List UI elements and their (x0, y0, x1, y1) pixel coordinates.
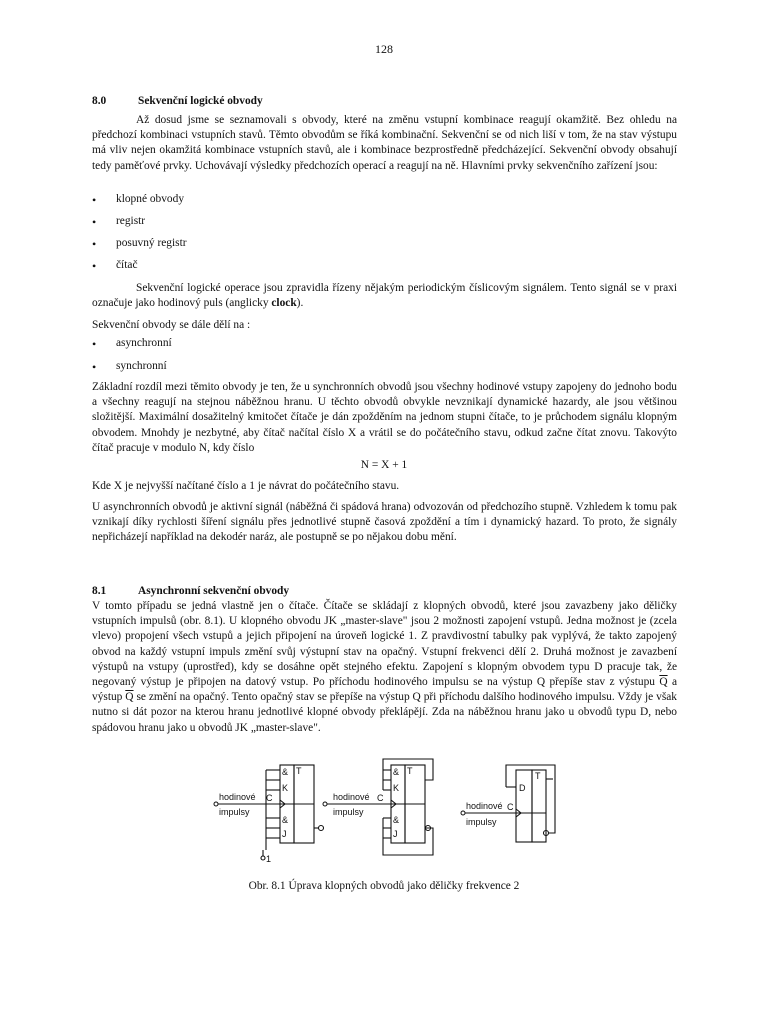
q-bar-symbol: $\overline{Q}$ (125, 691, 134, 704)
async-sequential-paragraph (92, 599, 677, 736)
pin-j-label: J (393, 829, 398, 839)
bullet-item (92, 337, 392, 353)
clock-label-line2: impulsy (333, 807, 364, 817)
clock-text: Sekvenční logické operace jsou zpravidla řízeny nějakým periodickým číslicovým signálem. Tento signál se v praxi označuje jako hodinový puls (anglicky (92, 282, 677, 310)
pin-t-label: T (535, 771, 541, 781)
formula: N = X + 1 (360, 459, 408, 471)
pin-k-label: K (282, 783, 289, 793)
section-heading-8-1 (92, 585, 289, 597)
where-paragraph: Kde X je nejvyšší načítané číslo a 1 je návrat do počátečního stavu. (92, 480, 400, 492)
bullet-label: posuvný registr (116, 237, 187, 249)
bullet-label: čítač (116, 259, 138, 271)
intro-paragraph: Až dosud jsme se seznamovali s obvody, které na změnu vstupní kombinace reagují okamžitě. Bez ohledu na předchozí kombinaci vstupních stavů. Těmto obvodům se říká kombinační. Sekvenční se od nich liší v tom, že na stav výstupu má vliv nejen okamžitá kombinace vstupních stavů, ale i kombinace bezprostředně předcházející. Sekvenční obvody obsahují tedy paměťové prvky. Uchovávají výsledky předchozích operací a reagují na ně. Hlavními prvky sekvenčního zařízení jsou: (92, 114, 677, 172)
input-terminal (323, 802, 327, 806)
pin-t-label: T (296, 766, 302, 776)
clock-label-line1: hodinové (219, 792, 256, 802)
bullet-item (92, 193, 392, 209)
bullet-item (92, 215, 392, 231)
bullet-item (92, 259, 392, 275)
paragraph-text: V tomto případu se jedná vlastně jen o čítače. Čítače se skládají z klopných obvodů, které jsou zavazbeny jako děličky vstupních impulsů (obr. 8.1). U klopného obvodu JK „master-slave" jsou 2 možnosti zapojení vstupů. Jedna možnost je (zcela vlevo) propojení všech vstupů a jejich připojení na úroveň logické 1. Z pravdivostní tabulky pak vyplývá, že takto zapojený obvod na každý vstupní impuls změní svůj výstupní stav na opačný. Vstupní frekvenci dělí 2. Druhá možnost je zavazbení výstupů na vstupy (uprostřed), kdy se dosáhne opět stejného efektu. Zapojení s klopným obvodem typu D pracuje tak, že negovaný výstup je připojen na datový vstup. Po příchodu hodinového impulsu se na výstup Q přepíše stav z výstupu (92, 600, 677, 689)
paragraph-text: se změní na opačný. Tento opačný stav se přepíše na výstup Q při příchodu dalšího hodinového impulsu. Vždy je však nutno si dát pozor na kterou hranu jednotlivé klopné obvody překlápějí. Zda na náběžnou hranu jako u obvodů typu D, nebo spádovou hranu jako u obvodů JK „master-slave". (92, 691, 677, 734)
section-title: Asynchronní sekvenční obvody (138, 585, 290, 597)
figure-8-1-circuits (0, 755, 768, 870)
and-symbol: & (393, 767, 400, 777)
bullet-dot: • (92, 337, 97, 351)
figure-caption: Obr. 8.1 Úprava klopných obvodů jako děličky frekvence 2 (248, 880, 520, 892)
section-title: Sekvenční logické obvody (138, 95, 263, 107)
difference-paragraph: Základní rozdíl mezi těmito obvody je ten, že u synchronních obvodů jsou všechny hodinové vstupy zapojeny do jednoho bodu a všechny reagují na stejnou náběžnou hranu. U těchto obvodů obvykle nevznikají dynamické hazardy, ale jsou většinou složitější. Maximální dosažitelný kmitočet čítače je dán zpožděním na jednom stupni čítače, to je průchodem signálu klopným obvodem. Mnohdy je nezbytné, aby čítač načítal číslo X a vrátil se do počátečního stavu, odkud začne čítat znovu. Takovýto čítač pracuje v modulo N, kdy číslo (92, 381, 677, 454)
pin-d-label: D (519, 783, 526, 793)
clock-label-line1: hodinové (333, 792, 370, 802)
bullet-label: synchronní (116, 360, 167, 372)
bullet-dot: • (92, 237, 97, 251)
divide-paragraph: Sekvenční obvody se dále dělí na : (92, 319, 251, 331)
and-symbol: & (282, 815, 289, 825)
pin-t-label: T (407, 766, 413, 776)
pin-c-label: C (507, 802, 514, 812)
bullet-dot: • (92, 215, 97, 229)
input-terminal (461, 811, 465, 815)
pin-c-label: C (377, 793, 384, 803)
pin-c-label: C (266, 793, 273, 803)
pin-k-label: K (393, 783, 400, 793)
bullet-dot: • (92, 193, 97, 207)
bullet-dot: • (92, 360, 97, 374)
page-number: 128 (375, 42, 393, 56)
input-terminal (214, 802, 218, 806)
clock-label-line1: hodinové (466, 801, 503, 811)
async-paragraph: U asynchronních obvodů je aktivní signál (náběžná či spádová hrana) odvozován od předchozího stupně. Vzhledem k tomu pak vznikají díky rychlosti šíření signálu přes jednotlivé stupně časová zpoždění a tím i dynamický hazard. To proto, že signály nepřicházejí například na dekodér naráz, ale postupně se po nějakou dobu mění. (92, 501, 677, 544)
clock-word: clock (271, 297, 297, 310)
bullet-dot: • (92, 259, 97, 273)
bullet-item (92, 360, 392, 376)
section-number: 8.1 (92, 585, 107, 597)
clock-end: ). (296, 297, 304, 310)
section-heading-8-0 (92, 95, 263, 107)
and-symbol: & (282, 767, 289, 777)
clock-paragraph (92, 281, 677, 311)
q-bar-symbol: $\overline{Q}$ (659, 676, 668, 689)
paragraph-text: a výstup (92, 676, 678, 704)
section-number: 8.0 (92, 95, 107, 107)
clock-label-line2: impulsy (466, 817, 497, 827)
bullet-label: asynchronní (116, 337, 172, 349)
bullet-item (92, 237, 392, 253)
pin-j-label: J (282, 829, 287, 839)
clock-label-line2: impulsy (219, 807, 250, 817)
bullet-label: klopné obvody (116, 193, 185, 205)
bullet-label: registr (116, 215, 146, 227)
logic-one-label: 1 (266, 854, 272, 864)
and-symbol: & (393, 815, 400, 825)
